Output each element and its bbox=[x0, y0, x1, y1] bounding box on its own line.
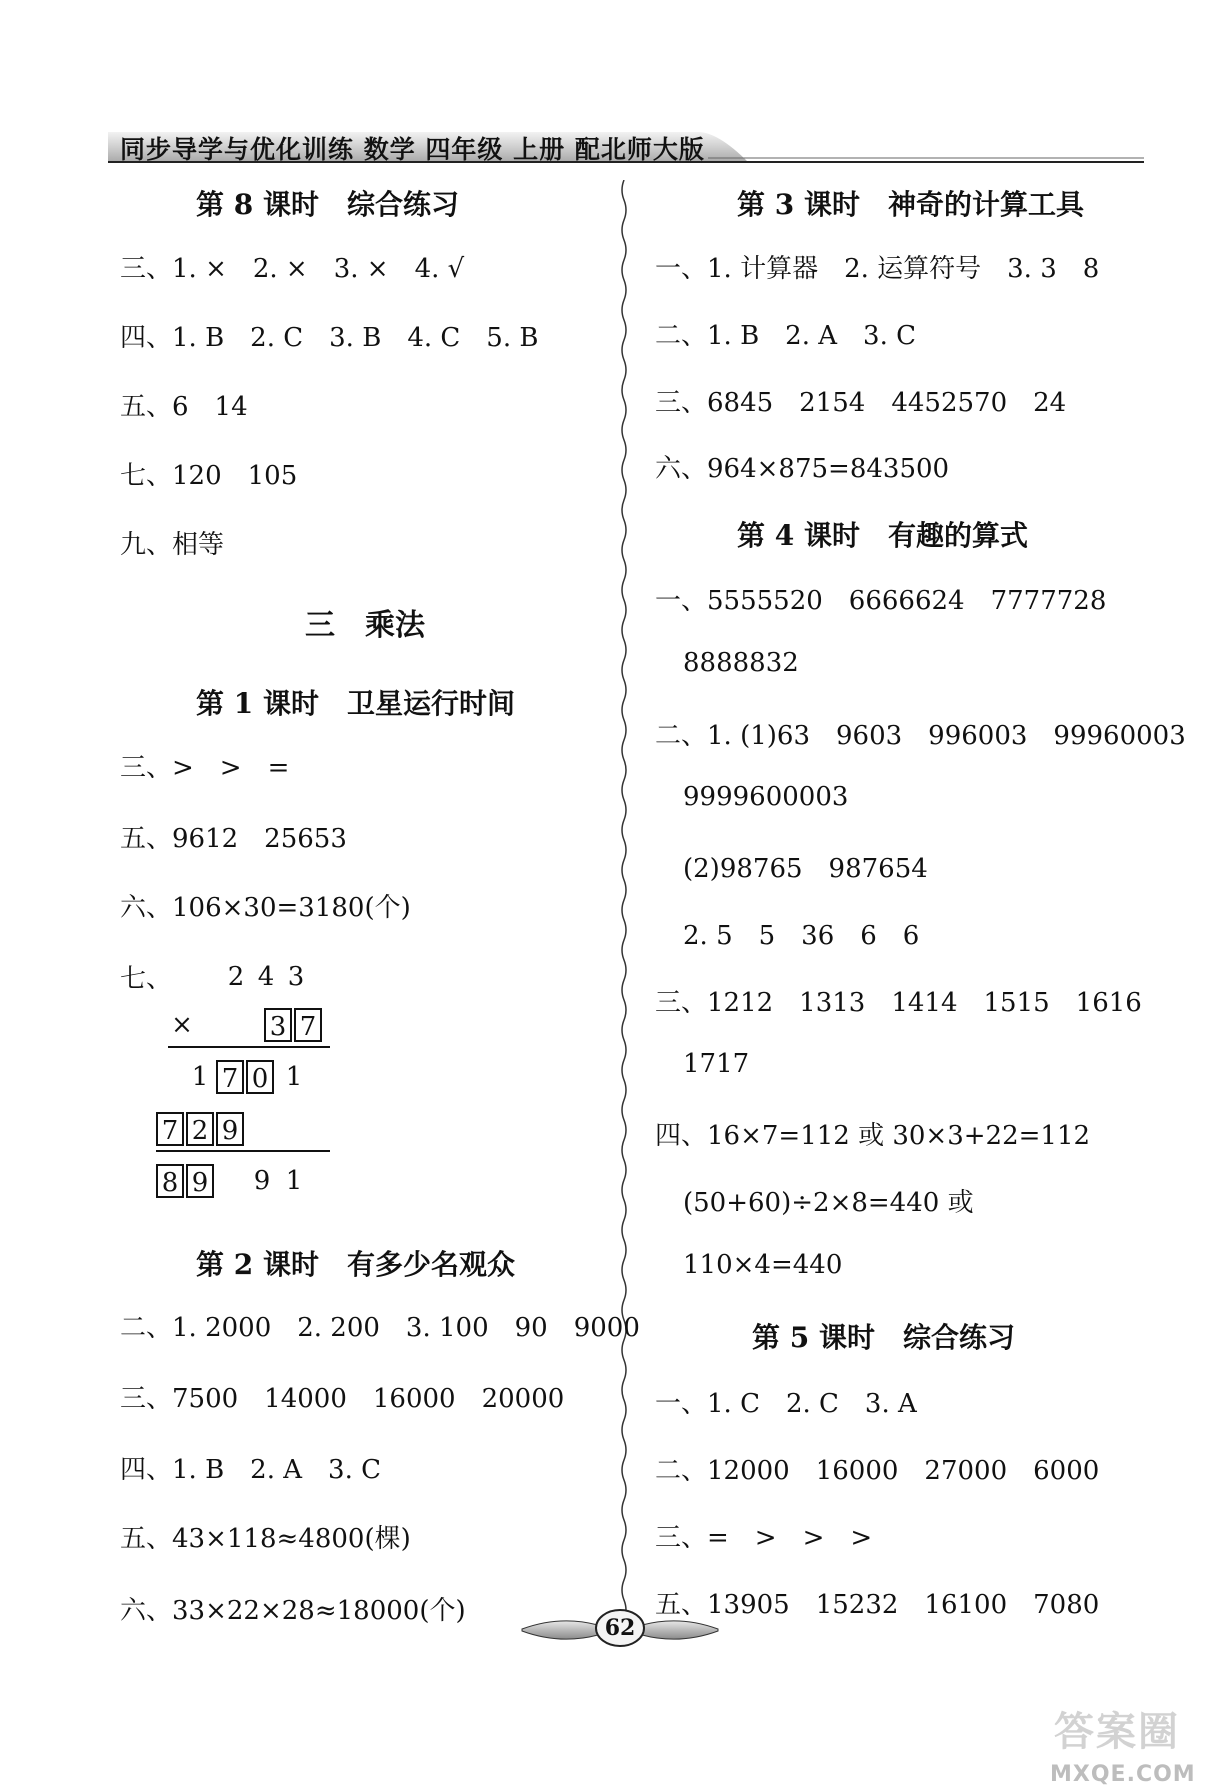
digit-box: 7 bbox=[156, 1112, 184, 1146]
header-title: 同步导学与优化训练 数学 四年级 上册 配北师大版 bbox=[120, 135, 705, 164]
lesson-5-heading: 第 5 课时 综合练习 bbox=[752, 1321, 1015, 1354]
answer-line: 四、1. B 2. A 3. C bbox=[120, 1455, 381, 1485]
answer-line: 三、6845 2154 4452570 24 bbox=[655, 388, 1067, 418]
digit: 1 bbox=[285, 1062, 303, 1092]
answer-line: 六、964×875=843500 bbox=[655, 454, 950, 484]
digit: 4 bbox=[257, 962, 275, 992]
digit: 9 bbox=[253, 1166, 271, 1196]
answer-line: 三、= > > > bbox=[655, 1523, 873, 1553]
digit-box: 9 bbox=[186, 1164, 214, 1198]
answer-line: 九、相等 bbox=[120, 530, 225, 560]
answer-line: 三、1212 1313 1414 1515 1616 bbox=[655, 988, 1142, 1018]
answer-line: 三、> > = bbox=[120, 753, 290, 783]
digit-box: 8 bbox=[156, 1164, 184, 1198]
page-number: 62 bbox=[604, 1615, 636, 1641]
unit-heading: 三 乘法 bbox=[305, 608, 425, 643]
answer-line: 三、1. × 2. × 3. × 4. √ bbox=[120, 254, 465, 284]
digit: 1 bbox=[285, 1166, 303, 1196]
answer-line: 一、1. 计算器 2. 运算符号 3. 3 8 bbox=[655, 254, 1100, 284]
multiplication-vertical bbox=[120, 960, 360, 1210]
page-number-ornament bbox=[520, 1605, 720, 1655]
rule-line bbox=[168, 1046, 330, 1048]
digit: 3 bbox=[287, 962, 305, 992]
lesson-8-heading: 第 8 课时 综合练习 bbox=[196, 188, 459, 221]
digit-box: 2 bbox=[186, 1112, 214, 1146]
digit: 2 bbox=[227, 962, 245, 992]
digit: 1 bbox=[191, 1062, 209, 1092]
lesson-4-heading: 第 4 课时 有趣的算式 bbox=[737, 519, 1028, 552]
answer-line: 2. 5 5 36 6 6 bbox=[683, 921, 920, 951]
digit-box: 0 bbox=[246, 1060, 274, 1094]
watermark-logo: 答案圈 bbox=[1054, 1709, 1180, 1755]
lesson-1-heading: 第 1 课时 卫星运行时间 bbox=[196, 687, 515, 720]
digit-box: 7 bbox=[294, 1008, 322, 1042]
answer-line: (2)98765 987654 bbox=[683, 854, 928, 884]
times-sign: × bbox=[171, 1010, 193, 1040]
answer-line: 七、120 105 bbox=[120, 461, 298, 491]
lesson-2-heading: 第 2 课时 有多少名观众 bbox=[196, 1248, 515, 1281]
answer-line: 110×4=440 bbox=[683, 1250, 843, 1280]
answer-line: 二、1. (1)63 9603 996003 99960003 bbox=[655, 721, 1186, 751]
answer-line: 五、43×118≈4800(棵) bbox=[120, 1524, 411, 1554]
lesson-3-heading: 第 3 课时 神奇的计算工具 bbox=[737, 188, 1084, 221]
answer-line: 六、33×22×28≈18000(个) bbox=[120, 1596, 466, 1626]
digit-box: 9 bbox=[216, 1112, 244, 1146]
answer-line: 1717 bbox=[683, 1049, 750, 1079]
answer-line: 三、7500 14000 16000 20000 bbox=[120, 1384, 565, 1414]
answer-line: 五、13905 15232 16100 7080 bbox=[655, 1590, 1100, 1620]
answer-line: 8888832 bbox=[683, 648, 799, 678]
answer-line: (50+60)÷2×8=440 或 bbox=[683, 1188, 974, 1218]
answer-line: 二、12000 16000 27000 6000 bbox=[655, 1456, 1100, 1486]
watermark-url: MXQE.COM bbox=[1050, 1762, 1196, 1787]
answer-line: 七、 bbox=[120, 964, 173, 994]
column-divider bbox=[620, 180, 628, 1620]
rule-line bbox=[156, 1150, 330, 1152]
answer-line: 六、106×30=3180(个) bbox=[120, 893, 411, 923]
answer-line: 五、9612 25653 bbox=[120, 824, 347, 854]
answer-line: 一、5555520 6666624 7777728 bbox=[655, 586, 1107, 616]
answer-line: 四、16×7=112 或 30×3+22=112 bbox=[655, 1121, 1091, 1151]
answer-line: 五、6 14 bbox=[120, 392, 248, 422]
answer-line: 一、1. C 2. C 3. A bbox=[655, 1389, 917, 1419]
digit-box: 7 bbox=[216, 1060, 244, 1094]
answer-line: 二、1. 2000 2. 200 3. 100 90 9000 bbox=[120, 1313, 640, 1343]
answer-line: 四、1. B 2. C 3. B 4. C 5. B bbox=[120, 323, 539, 353]
answer-line: 9999600003 bbox=[683, 782, 849, 812]
answer-line: 二、1. B 2. A 3. C bbox=[655, 321, 916, 351]
digit-box: 3 bbox=[264, 1008, 292, 1042]
watermark bbox=[1050, 1700, 1210, 1790]
